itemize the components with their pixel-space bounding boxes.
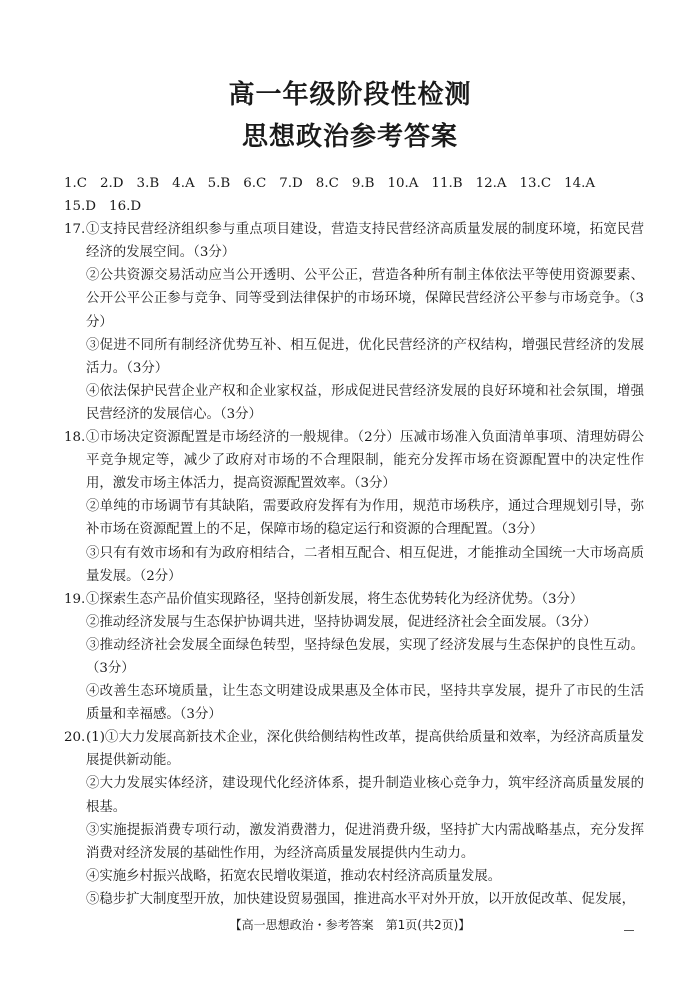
choice-answer: 7.D [279,176,303,191]
choice-answer: 10.A [387,176,419,191]
multiple-choice-answers-line-1 [64,172,644,195]
answer-paragraph: ①探索生态产品价值实现路径，坚持创新发展，将生态优势转化为经济优势。（3分） [86,591,584,607]
essay-answers [64,218,644,911]
answer-paragraph: ①市场决定资源配置是市场经济的一般规律。（2分）压减市场准入负面清单事项、清理妨碍公平竞争规定等，减少了政府对市场的不合理限制，能充分发挥市场在资源配置中的决定性作用，激发市场主体活力，提高资源配置效率。（3分） [86,430,644,492]
question-answer [64,588,644,727]
question-body [86,588,644,727]
answer-paragraph: ③实施提振消费专项行动，激发消费潜力，促进消费升级，坚持扩大内需战略基点，充分发挥消费对经济发展的基础性作用，为经济高质量发展提供内生动力。 [86,822,644,861]
question-body [86,426,644,588]
answer-paragraph: (1)①大力发展高新技术企业，深化供给侧结构性改革，提高供给质量和效率，为经济高质量发展提供新动能。 [86,730,644,769]
answer-paragraph: ③推动经济社会发展全面绿色转型，坚持绿色发展，实现了经济发展与生态保护的良性互动。（3分） [86,637,644,676]
answer-paragraph: ④实施乡村振兴战略，拓宽农民增收渠道，推动农村经济高质量发展。 [86,868,502,884]
multiple-choice-answers-line-2 [64,195,644,218]
choice-answer: 11.B [431,176,463,191]
title-block [0,76,700,156]
answer-paragraph: ④依法保护民营企业产权和企业家权益，形成促进民营经济发展的良好环境和社会氛围，增强民营经济的发展信心。（3分） [86,383,644,422]
answer-paragraph: ④改善生态环境质量，让生态文明建设成果惠及全体市民，坚持共享发展，提升了市民的生活质量和幸福感。（3分） [86,684,644,723]
choice-answer: 12.A [475,176,507,191]
page-footer: 【高一思想政治・参考答案 第1页(共2页)】 [229,918,471,932]
question-number: 19. [64,591,86,607]
answer-paragraph: ⑤稳步扩大制度型开放，加快建设贸易强国，推进高水平对外开放，以开放促改革、促发展， [86,891,636,907]
answer-paragraph: ②单纯的市场调节有其缺陷，需要政府发挥有为作用，规范市场秩序，通过合理规划引导，弥补市场在资源配置上的不足，保障市场的稳定运行和资源的合理配置。（3分） [86,499,644,538]
choice-answer: 2.D [100,176,124,191]
answer-paragraph: ③促进不同所有制经济优势互补、相互促进，优化民营经济的产权结构，增强民营经济的发展活力。（3分） [86,337,644,376]
choice-answer: 15.D [64,199,97,215]
question-number: 20. [64,730,86,746]
question-answer [64,726,644,911]
page-subtitle: 思想政治参考答案 [241,122,458,152]
choice-answer: 16.D [109,199,142,215]
answer-content [64,172,644,911]
choice-answer: 1.C [64,176,88,191]
choice-answer: 13.C [519,176,552,191]
question-body [86,218,644,426]
question-number: 18. [64,430,86,446]
question-answer [64,218,644,426]
answer-paragraph: ②公共资源交易活动应当公开透明、公平公正，营造各种所有制主体依法平等使用资源要素、公开公平公正参与竞争、同等受到法律保护的市场环境，保障民营经济公平参与市场竞争。（3分） [86,268,644,330]
choice-answer: 8.C [315,176,339,191]
choice-answer: 3.B [136,176,160,191]
page-title: 高一年级阶段性检测 [228,80,472,110]
question-body [86,726,644,911]
choice-answer: 6.C [243,176,267,191]
answer-paragraph: ②大力发展实体经济，建设现代化经济体系，提升制造业核心竞争力，筑牢经济高质量发展的根基。 [86,776,644,815]
choice-answer: 14.A [564,176,596,191]
question-answer [64,426,644,588]
corner-mark [624,920,634,931]
choice-answer: 9.B [351,176,375,191]
answer-paragraph: ②推动经济发展与生态保护协调共进，坚持协调发展，促进经济社会全面发展。（3分） [86,614,597,630]
question-number: 17. [64,222,86,238]
choice-answer: 4.A [172,176,195,191]
answer-paragraph: ①支持民营经济组织参与重点项目建设，营造支持民营经济高质量发展的制度环境，拓宽民营经济的发展空间。（3分） [86,222,644,261]
choice-answer: 5.B [207,176,231,191]
answer-paragraph: ③只有有效市场和有为政府相结合，二者相互配合、相互促进，才能推动全国统一大市场高质量发展。（2分） [86,545,644,584]
